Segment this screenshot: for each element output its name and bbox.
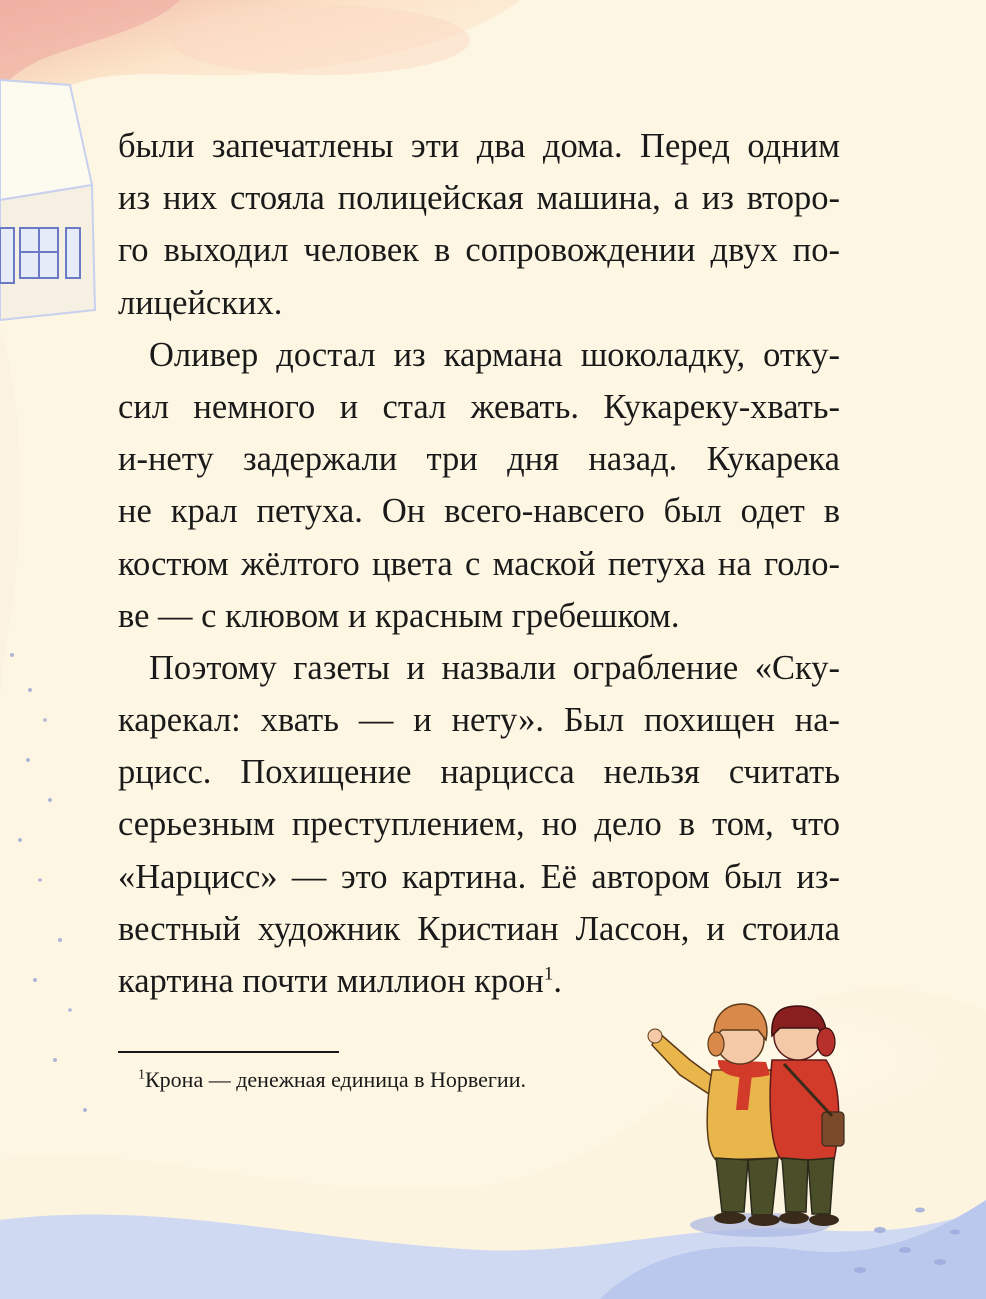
text-line: го выходил человек в сопровождении двух по- (118, 231, 840, 270)
paragraph (118, 120, 840, 329)
text-line: костюм жёлтого цвета с маской петуха на голо- (118, 544, 840, 583)
paragraph (118, 329, 840, 642)
footnote-text: Крона — денежная единица в Норвегии. (145, 1067, 526, 1092)
text-line: лицейских. (118, 283, 283, 322)
text-line: рцисс. Похищение нарцисса нельзя считать (118, 753, 840, 792)
paragraph (118, 642, 840, 1007)
text-line: вестный художник Кристиан Лассон, и стоила (118, 909, 840, 948)
text-line: были запечатлены эти два дома. Перед одним (118, 127, 840, 165)
text-line: Поэтому газеты и назвали ограбление «Ску- (149, 648, 840, 687)
text-line: «Нарцисс» — это картина. Её автором был из- (118, 857, 840, 896)
text-line: не крал петуха. Он всего-навсего был одет в (118, 492, 840, 531)
footnote-reference[interactable]: 1 (543, 963, 554, 985)
footnote-marker: 1 (138, 1067, 145, 1083)
text-line: сил немного и стал жевать. Кукареку-хвать- (118, 387, 840, 426)
text-line: из них стояла полицейская машина, а из второ- (118, 179, 840, 218)
footnote-divider (118, 1051, 339, 1053)
text-line: карекал: хвать — и нету». Был похищен на- (118, 701, 840, 740)
text-line: Оливер достал из кармана шоколадку, отку- (149, 335, 840, 374)
footnote (138, 1066, 526, 1094)
text-line: ве — с клювом и красным гребешком. (118, 596, 680, 635)
text-line: картина почти миллион крон$^1$. (118, 962, 563, 1000)
main-text (118, 120, 840, 1007)
text-line: и-нету задержали три дня назад. Кукарека (118, 440, 840, 479)
text-line: серьезным преступлением, но дело в том, что (118, 805, 840, 844)
text-line-content: картина почти миллион крон (118, 962, 544, 1000)
